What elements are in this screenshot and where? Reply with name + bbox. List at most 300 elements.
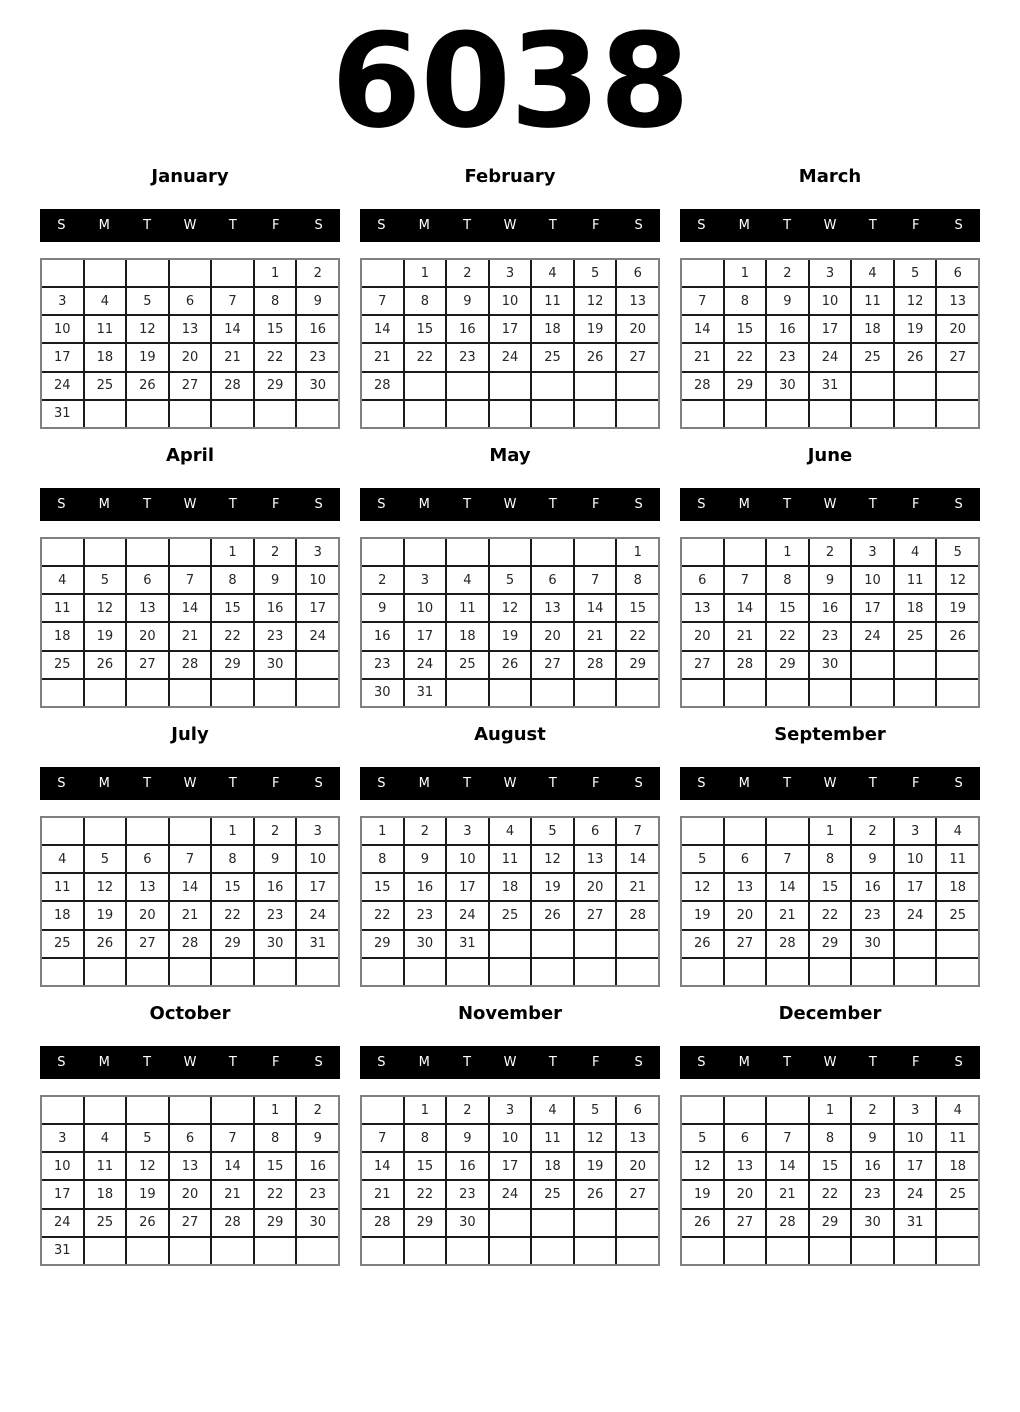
- weekday-header-bar: [680, 209, 980, 242]
- weekday-label: T: [228, 218, 237, 233]
- day-cell: 5: [85, 846, 126, 872]
- weekday-label: T: [548, 218, 557, 233]
- empty-day-cell: [490, 680, 531, 706]
- day-cell: 14: [212, 1153, 253, 1179]
- empty-day-cell: [895, 652, 936, 678]
- day-grid: [360, 537, 660, 708]
- day-cell: 22: [767, 623, 808, 649]
- day-cell: 17: [490, 316, 531, 342]
- empty-day-cell: [852, 680, 893, 706]
- day-cell: 20: [725, 1181, 766, 1207]
- day-cell: 1: [405, 260, 446, 286]
- day-cell: 4: [895, 539, 936, 565]
- weekday-label: T: [228, 497, 237, 512]
- day-cell: 4: [42, 567, 83, 593]
- day-cell: 24: [895, 1181, 936, 1207]
- day-cell: 12: [127, 316, 168, 342]
- day-cell: 13: [532, 595, 573, 621]
- day-cell: 29: [405, 1210, 446, 1236]
- day-cell: 29: [725, 373, 766, 399]
- day-cell: 27: [617, 1181, 658, 1207]
- day-cell: 5: [895, 260, 936, 286]
- empty-day-cell: [937, 931, 978, 957]
- empty-day-cell: [212, 1238, 253, 1264]
- day-cell: 17: [405, 623, 446, 649]
- day-cell: 6: [682, 567, 723, 593]
- day-cell: 26: [682, 1210, 723, 1236]
- day-cell: 22: [362, 902, 403, 928]
- weekday-label: S: [954, 218, 963, 233]
- day-cell: 22: [255, 344, 296, 370]
- day-cell: 9: [362, 595, 403, 621]
- day-cell: 11: [937, 846, 978, 872]
- weekday-label: S: [314, 776, 323, 791]
- weekday-label: W: [503, 218, 517, 233]
- day-cell: 26: [682, 931, 723, 957]
- empty-day-cell: [405, 373, 446, 399]
- day-cell: 20: [937, 316, 978, 342]
- day-cell: 21: [617, 874, 658, 900]
- empty-day-cell: [617, 1238, 658, 1264]
- weekday-label: T: [463, 218, 472, 233]
- empty-day-cell: [170, 680, 211, 706]
- day-cell: 15: [212, 874, 253, 900]
- empty-day-cell: [85, 959, 126, 985]
- empty-day-cell: [297, 652, 338, 678]
- day-cell: 4: [447, 567, 488, 593]
- day-cell: 23: [362, 652, 403, 678]
- weekday-label: F: [911, 1055, 920, 1070]
- day-cell: 18: [42, 623, 83, 649]
- day-cell: 23: [852, 1181, 893, 1207]
- day-cell: 6: [532, 567, 573, 593]
- day-cell: 7: [170, 567, 211, 593]
- empty-day-cell: [725, 401, 766, 427]
- empty-day-cell: [85, 818, 126, 844]
- empty-day-cell: [447, 1238, 488, 1264]
- day-cell: 14: [725, 595, 766, 621]
- empty-day-cell: [575, 680, 616, 706]
- day-cell: 13: [127, 595, 168, 621]
- empty-day-cell: [937, 373, 978, 399]
- weekday-label: S: [314, 218, 323, 233]
- weekday-label: M: [98, 776, 110, 791]
- empty-day-cell: [575, 539, 616, 565]
- weekday-label: F: [911, 218, 920, 233]
- day-cell: 15: [725, 316, 766, 342]
- day-cell: 24: [42, 373, 83, 399]
- day-cell: 8: [405, 1125, 446, 1151]
- day-grid: [360, 1095, 660, 1266]
- day-cell: 20: [170, 344, 211, 370]
- weekday-label: T: [143, 1055, 152, 1070]
- empty-day-cell: [405, 959, 446, 985]
- day-cell: 9: [767, 288, 808, 314]
- day-cell: 17: [297, 595, 338, 621]
- day-cell: 24: [447, 902, 488, 928]
- day-cell: 11: [532, 1125, 573, 1151]
- day-cell: 27: [725, 931, 766, 957]
- day-cell: 20: [725, 902, 766, 928]
- day-cell: 6: [725, 1125, 766, 1151]
- day-cell: 9: [405, 846, 446, 872]
- weekday-header-bar: [360, 488, 660, 521]
- day-cell: 4: [85, 288, 126, 314]
- day-cell: 26: [937, 623, 978, 649]
- day-cell: 28: [575, 652, 616, 678]
- day-cell: 4: [532, 260, 573, 286]
- day-cell: 21: [212, 1181, 253, 1207]
- day-cell: 9: [297, 288, 338, 314]
- day-cell: 12: [85, 595, 126, 621]
- weekday-label: S: [954, 776, 963, 791]
- empty-day-cell: [212, 1097, 253, 1123]
- weekday-label: S: [954, 497, 963, 512]
- empty-day-cell: [767, 1097, 808, 1123]
- day-cell: 29: [810, 1210, 851, 1236]
- day-cell: 23: [852, 902, 893, 928]
- day-cell: 12: [490, 595, 531, 621]
- weekday-label: T: [783, 776, 792, 791]
- day-cell: 29: [767, 652, 808, 678]
- day-cell: 8: [405, 288, 446, 314]
- day-cell: 19: [490, 623, 531, 649]
- weekday-label: S: [377, 1055, 386, 1070]
- weekday-label: T: [463, 497, 472, 512]
- weekday-label: T: [228, 1055, 237, 1070]
- weekday-label: F: [271, 1055, 280, 1070]
- day-cell: 17: [895, 874, 936, 900]
- day-cell: 11: [85, 1153, 126, 1179]
- day-cell: 25: [937, 1181, 978, 1207]
- day-cell: 14: [617, 846, 658, 872]
- day-cell: 25: [937, 902, 978, 928]
- day-cell: 20: [532, 623, 573, 649]
- weekday-header-bar: [680, 488, 980, 521]
- empty-day-cell: [490, 931, 531, 957]
- day-cell: 30: [255, 931, 296, 957]
- day-cell: 25: [490, 902, 531, 928]
- empty-day-cell: [575, 401, 616, 427]
- day-cell: 7: [212, 1125, 253, 1151]
- weekday-header-bar: [40, 767, 340, 800]
- day-cell: 23: [255, 902, 296, 928]
- day-cell: 2: [810, 539, 851, 565]
- day-cell: 31: [42, 1238, 83, 1264]
- empty-day-cell: [255, 680, 296, 706]
- empty-day-cell: [767, 818, 808, 844]
- day-grid: [360, 258, 660, 429]
- weekday-label: T: [868, 497, 877, 512]
- empty-day-cell: [127, 260, 168, 286]
- empty-day-cell: [617, 959, 658, 985]
- day-cell: 17: [852, 595, 893, 621]
- weekday-label: S: [697, 497, 706, 512]
- day-cell: 9: [810, 567, 851, 593]
- day-cell: 20: [575, 874, 616, 900]
- day-cell: 12: [682, 1153, 723, 1179]
- empty-day-cell: [170, 1097, 211, 1123]
- day-cell: 12: [532, 846, 573, 872]
- day-cell: 10: [42, 316, 83, 342]
- weekday-label: T: [783, 218, 792, 233]
- day-cell: 9: [852, 846, 893, 872]
- empty-day-cell: [532, 539, 573, 565]
- month-title: February: [464, 166, 556, 187]
- day-cell: 1: [810, 1097, 851, 1123]
- weekday-label: T: [548, 497, 557, 512]
- weekday-label: M: [418, 776, 430, 791]
- day-cell: 12: [575, 288, 616, 314]
- weekday-label: S: [634, 218, 643, 233]
- day-cell: 24: [297, 902, 338, 928]
- day-cell: 25: [852, 344, 893, 370]
- weekday-label: T: [143, 776, 152, 791]
- day-cell: 12: [937, 567, 978, 593]
- day-cell: 27: [682, 652, 723, 678]
- day-cell: 22: [810, 902, 851, 928]
- day-cell: 21: [212, 344, 253, 370]
- weekday-label: T: [143, 218, 152, 233]
- empty-day-cell: [682, 680, 723, 706]
- weekday-label: S: [57, 218, 66, 233]
- day-cell: 22: [617, 623, 658, 649]
- day-cell: 5: [127, 288, 168, 314]
- day-cell: 14: [170, 874, 211, 900]
- month-block: [680, 1003, 980, 1266]
- day-cell: 13: [725, 874, 766, 900]
- weekday-label: M: [738, 218, 750, 233]
- day-cell: 11: [447, 595, 488, 621]
- empty-day-cell: [127, 959, 168, 985]
- weekday-label: S: [634, 497, 643, 512]
- day-cell: 5: [575, 1097, 616, 1123]
- day-cell: 21: [575, 623, 616, 649]
- month-block: [40, 724, 340, 987]
- day-cell: 3: [852, 539, 893, 565]
- empty-day-cell: [532, 959, 573, 985]
- weekday-label: W: [823, 218, 837, 233]
- day-cell: 7: [617, 818, 658, 844]
- day-cell: 17: [447, 874, 488, 900]
- day-cell: 7: [725, 567, 766, 593]
- day-cell: 8: [767, 567, 808, 593]
- weekday-label: T: [868, 1055, 877, 1070]
- day-cell: 11: [937, 1125, 978, 1151]
- month-title: June: [807, 445, 853, 466]
- empty-day-cell: [297, 959, 338, 985]
- weekday-header-bar: [360, 767, 660, 800]
- empty-day-cell: [362, 539, 403, 565]
- empty-day-cell: [447, 959, 488, 985]
- weekday-label: W: [503, 1055, 517, 1070]
- empty-day-cell: [255, 401, 296, 427]
- day-cell: 27: [170, 1210, 211, 1236]
- empty-day-cell: [575, 931, 616, 957]
- day-cell: 5: [575, 260, 616, 286]
- day-cell: 31: [42, 401, 83, 427]
- day-grid: [40, 816, 340, 987]
- empty-day-cell: [937, 1238, 978, 1264]
- day-cell: 4: [852, 260, 893, 286]
- weekday-label: F: [271, 776, 280, 791]
- day-cell: 1: [810, 818, 851, 844]
- day-cell: 18: [42, 902, 83, 928]
- day-cell: 13: [127, 874, 168, 900]
- empty-day-cell: [255, 1238, 296, 1264]
- day-cell: 11: [85, 316, 126, 342]
- day-cell: 5: [682, 846, 723, 872]
- day-cell: 13: [575, 846, 616, 872]
- day-cell: 13: [682, 595, 723, 621]
- day-cell: 27: [937, 344, 978, 370]
- empty-day-cell: [405, 401, 446, 427]
- day-cell: 26: [85, 652, 126, 678]
- day-cell: 22: [255, 1181, 296, 1207]
- day-cell: 12: [575, 1125, 616, 1151]
- day-cell: 29: [362, 931, 403, 957]
- day-cell: 6: [725, 846, 766, 872]
- day-cell: 17: [42, 344, 83, 370]
- day-cell: 16: [255, 874, 296, 900]
- empty-day-cell: [532, 401, 573, 427]
- day-cell: 30: [447, 1210, 488, 1236]
- day-cell: 3: [490, 260, 531, 286]
- day-cell: 27: [725, 1210, 766, 1236]
- day-cell: 29: [212, 652, 253, 678]
- day-cell: 6: [127, 846, 168, 872]
- empty-day-cell: [405, 1238, 446, 1264]
- empty-day-cell: [42, 959, 83, 985]
- day-cell: 28: [362, 373, 403, 399]
- day-cell: 25: [42, 652, 83, 678]
- day-cell: 30: [255, 652, 296, 678]
- day-cell: 31: [895, 1210, 936, 1236]
- day-cell: 16: [852, 1153, 893, 1179]
- empty-day-cell: [895, 373, 936, 399]
- empty-day-cell: [42, 260, 83, 286]
- day-cell: 23: [447, 344, 488, 370]
- empty-day-cell: [170, 959, 211, 985]
- day-cell: 19: [85, 623, 126, 649]
- day-cell: 19: [682, 1181, 723, 1207]
- day-cell: 27: [127, 652, 168, 678]
- day-cell: 13: [170, 1153, 211, 1179]
- empty-day-cell: [532, 1210, 573, 1236]
- day-cell: 15: [405, 1153, 446, 1179]
- month-title: April: [165, 445, 215, 466]
- empty-day-cell: [405, 539, 446, 565]
- day-cell: 24: [810, 344, 851, 370]
- day-cell: 10: [490, 288, 531, 314]
- empty-day-cell: [895, 959, 936, 985]
- day-cell: 11: [532, 288, 573, 314]
- weekday-label: M: [738, 776, 750, 791]
- empty-day-cell: [490, 1238, 531, 1264]
- empty-day-cell: [170, 1238, 211, 1264]
- day-cell: 10: [405, 595, 446, 621]
- day-cell: 8: [725, 288, 766, 314]
- day-cell: 14: [767, 874, 808, 900]
- month-block: [40, 445, 340, 708]
- day-cell: 16: [852, 874, 893, 900]
- day-cell: 10: [895, 846, 936, 872]
- day-cell: 27: [532, 652, 573, 678]
- day-cell: 14: [362, 316, 403, 342]
- day-cell: 22: [810, 1181, 851, 1207]
- empty-day-cell: [532, 931, 573, 957]
- day-cell: 10: [447, 846, 488, 872]
- day-cell: 28: [725, 652, 766, 678]
- month-block: [360, 445, 660, 708]
- weekday-label: W: [503, 776, 517, 791]
- day-cell: 29: [212, 931, 253, 957]
- day-cell: 2: [447, 1097, 488, 1123]
- day-cell: 28: [212, 1210, 253, 1236]
- day-cell: 31: [447, 931, 488, 957]
- day-cell: 3: [297, 539, 338, 565]
- day-cell: 29: [255, 1210, 296, 1236]
- day-cell: 9: [297, 1125, 338, 1151]
- day-cell: 22: [212, 902, 253, 928]
- day-cell: 10: [852, 567, 893, 593]
- weekday-label: S: [954, 1055, 963, 1070]
- weekday-label: W: [823, 776, 837, 791]
- day-grid: [680, 816, 980, 987]
- day-cell: 21: [362, 344, 403, 370]
- day-cell: 6: [937, 260, 978, 286]
- day-cell: 16: [297, 1153, 338, 1179]
- empty-day-cell: [297, 1238, 338, 1264]
- day-cell: 30: [810, 652, 851, 678]
- day-cell: 7: [767, 1125, 808, 1151]
- day-cell: 20: [617, 1153, 658, 1179]
- empty-day-cell: [127, 1238, 168, 1264]
- weekday-label: W: [823, 497, 837, 512]
- month-block: [40, 166, 340, 429]
- day-cell: 25: [85, 373, 126, 399]
- day-cell: 21: [767, 1181, 808, 1207]
- day-cell: 9: [852, 1125, 893, 1151]
- empty-day-cell: [127, 1097, 168, 1123]
- day-cell: 18: [937, 1153, 978, 1179]
- year-title: 6038: [331, 5, 689, 157]
- day-cell: 3: [405, 567, 446, 593]
- day-cell: 4: [937, 818, 978, 844]
- day-cell: 18: [447, 623, 488, 649]
- empty-day-cell: [725, 680, 766, 706]
- weekday-label: F: [591, 1055, 600, 1070]
- day-cell: 18: [490, 874, 531, 900]
- weekday-label: S: [697, 218, 706, 233]
- day-cell: 24: [490, 344, 531, 370]
- day-cell: 19: [127, 344, 168, 370]
- empty-day-cell: [297, 401, 338, 427]
- empty-day-cell: [617, 680, 658, 706]
- month-block: [360, 724, 660, 987]
- day-cell: 27: [617, 344, 658, 370]
- empty-day-cell: [212, 959, 253, 985]
- weekday-label: F: [911, 497, 920, 512]
- day-cell: 25: [532, 344, 573, 370]
- day-cell: 28: [212, 373, 253, 399]
- empty-day-cell: [362, 401, 403, 427]
- day-cell: 20: [127, 902, 168, 928]
- day-cell: 9: [255, 567, 296, 593]
- day-cell: 18: [532, 1153, 573, 1179]
- day-cell: 23: [255, 623, 296, 649]
- day-cell: 26: [85, 931, 126, 957]
